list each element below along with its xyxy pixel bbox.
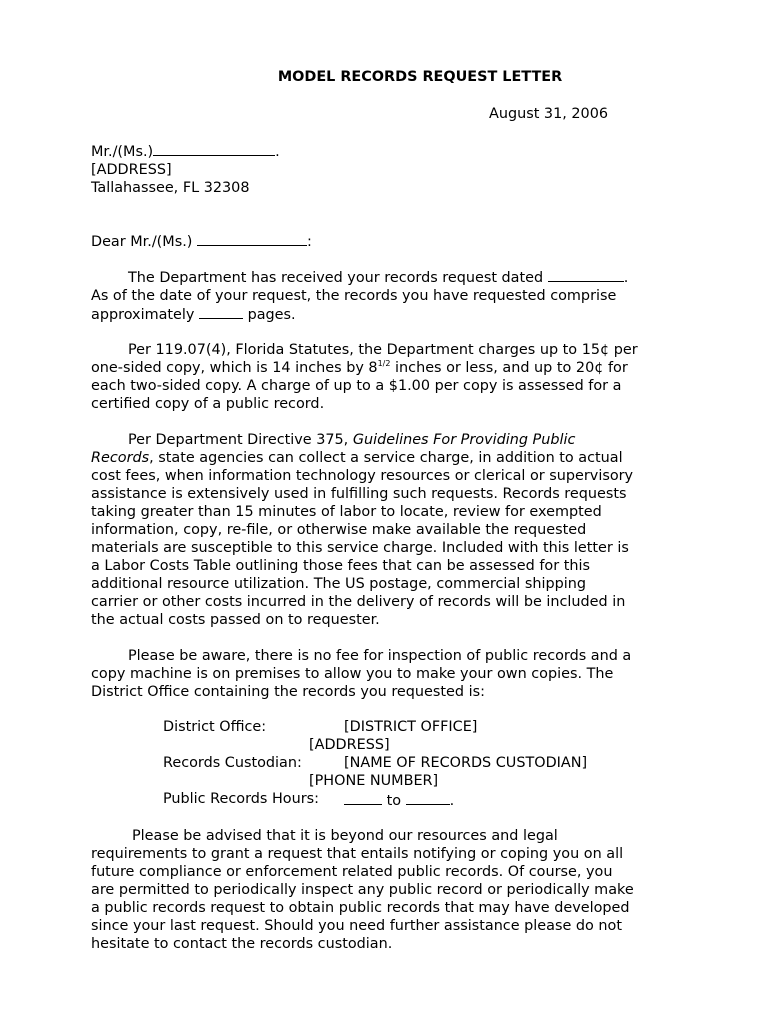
p2-line1: Per 119.07(4), Florida Statutes, the Department charges up to 15¢ per [128,342,638,358]
text-line [91,449,671,467]
phone-number: [PHONE NUMBER] [309,773,439,789]
p2-line2-start: one-sided copy, which is 14 inches by 8 [91,360,378,376]
p4-line: District Office containing the records you requested is: [91,684,485,700]
letter-date: August 31, 2006 [489,106,609,122]
paragraph-request-received [91,268,671,324]
p3-line: cost fees, when information technology resources or clerical or supervisory [91,468,634,484]
p4-line: Please be aware, there is no fee for inspection of public records and a [128,648,632,664]
recipient-name-line [91,142,280,161]
text-line [91,305,671,324]
p2-line2-end: inches or less, and up to 20¢ for [390,360,628,376]
p5-line: hesitate to contact the records custodian. [91,936,393,952]
p1-line3-end: pages. [247,307,296,323]
p3-line: information, copy, re-file, or otherwise make available the requested [91,522,587,538]
records-custodian-value: [NAME OF RECORDS CUSTODIAN] [344,755,588,771]
paragraph-advisory [91,827,671,953]
directive-title: Guidelines For Providing Public [352,432,576,448]
p3-line: a Labor Costs Table outlining those fees that can be assessed for this [91,558,590,574]
public-records-hours-label: Public Records Hours: [163,791,319,807]
p5-line: since your last request. Should you need further assistance please do not [91,918,622,934]
salutation-suffix: : [306,234,312,250]
text-line [91,431,671,449]
p3-line: taking greater than 15 minutes of labor to locate, review for exempted [91,504,602,520]
p4-line: copy machine is on premises to allow you to make your own copies. The [91,666,614,682]
p5-line: requirements to grant a request that entails notifying or coping you on all [91,846,624,862]
p1-line3-start: approximately [91,307,195,323]
paragraph-inspection [91,647,671,701]
paragraph-copy-charges [91,341,671,413]
hours-start-blank [344,791,382,805]
p5-line: a public records request to obtain public records that may have developed [91,900,630,916]
recipient-city: Tallahassee, FL 32308 [91,180,250,196]
hours-to: to [386,793,402,809]
p5-line: Please be advised that it is beyond our resources and legal [132,828,558,844]
p1-line1: The Department has received your records request dated [128,270,544,286]
p5-line: future compliance or enforcement related public records. Of course, you [91,864,613,880]
paragraph-service-charge [91,431,671,629]
salutation-prefix: Dear Mr./(Ms.) [91,234,193,250]
p3-line1-start: Per Department Directive 375, [128,432,353,448]
district-office-value: [DISTRICT OFFICE] [344,719,478,735]
p3-line2-end: , state agencies can collect a service charge, in addition to actual [149,450,623,466]
public-records-hours-value [344,791,454,809]
p2-line4: certified copy of a public record. [91,396,325,412]
recipient-name-blank [153,142,275,156]
p1-line2: As of the date of your request, the records you have requested comprise [91,288,617,304]
hours-end: . [449,793,455,809]
p2-line3: each two-sided copy. A charge of up to a $1.00 per copy is assessed for a [91,378,622,394]
text-line [91,359,671,377]
p2-superscript: 1/2 [377,359,391,368]
hours-end-blank [406,791,450,805]
recipient-name-suffix: . [275,144,280,160]
directive-title-end: Records [91,450,150,466]
recipient-block [91,142,280,197]
letter-title: MODEL RECORDS REQUEST LETTER [277,69,563,85]
p3-line: assistance is extensively used in fulfilling such requests. Records requests [91,486,627,502]
p1-line1-end: . [623,270,629,286]
recipient-name-prefix: Mr./(Ms.) [91,144,154,160]
page-count-blank [199,305,243,319]
records-custodian-label: Records Custodian: [163,755,302,771]
district-office-address: [ADDRESS] [309,737,390,753]
p3-line: materials are susceptible to this service charge. Included with this letter is [91,540,629,556]
p3-line: the actual costs passed on to requester. [91,612,380,628]
p3-line: carrier or other costs incurred in the delivery of records will be included in [91,594,626,610]
salutation [91,232,312,250]
salutation-blank [197,232,307,246]
p5-line: are permitted to periodically inspect any public record or periodically make [91,882,634,898]
p3-line: additional resource utilization. The US postage, commercial shipping [91,576,586,592]
text-line [91,268,671,287]
recipient-address: [ADDRESS] [91,162,172,178]
request-date-blank [548,268,624,282]
district-office-label: District Office: [163,719,267,735]
